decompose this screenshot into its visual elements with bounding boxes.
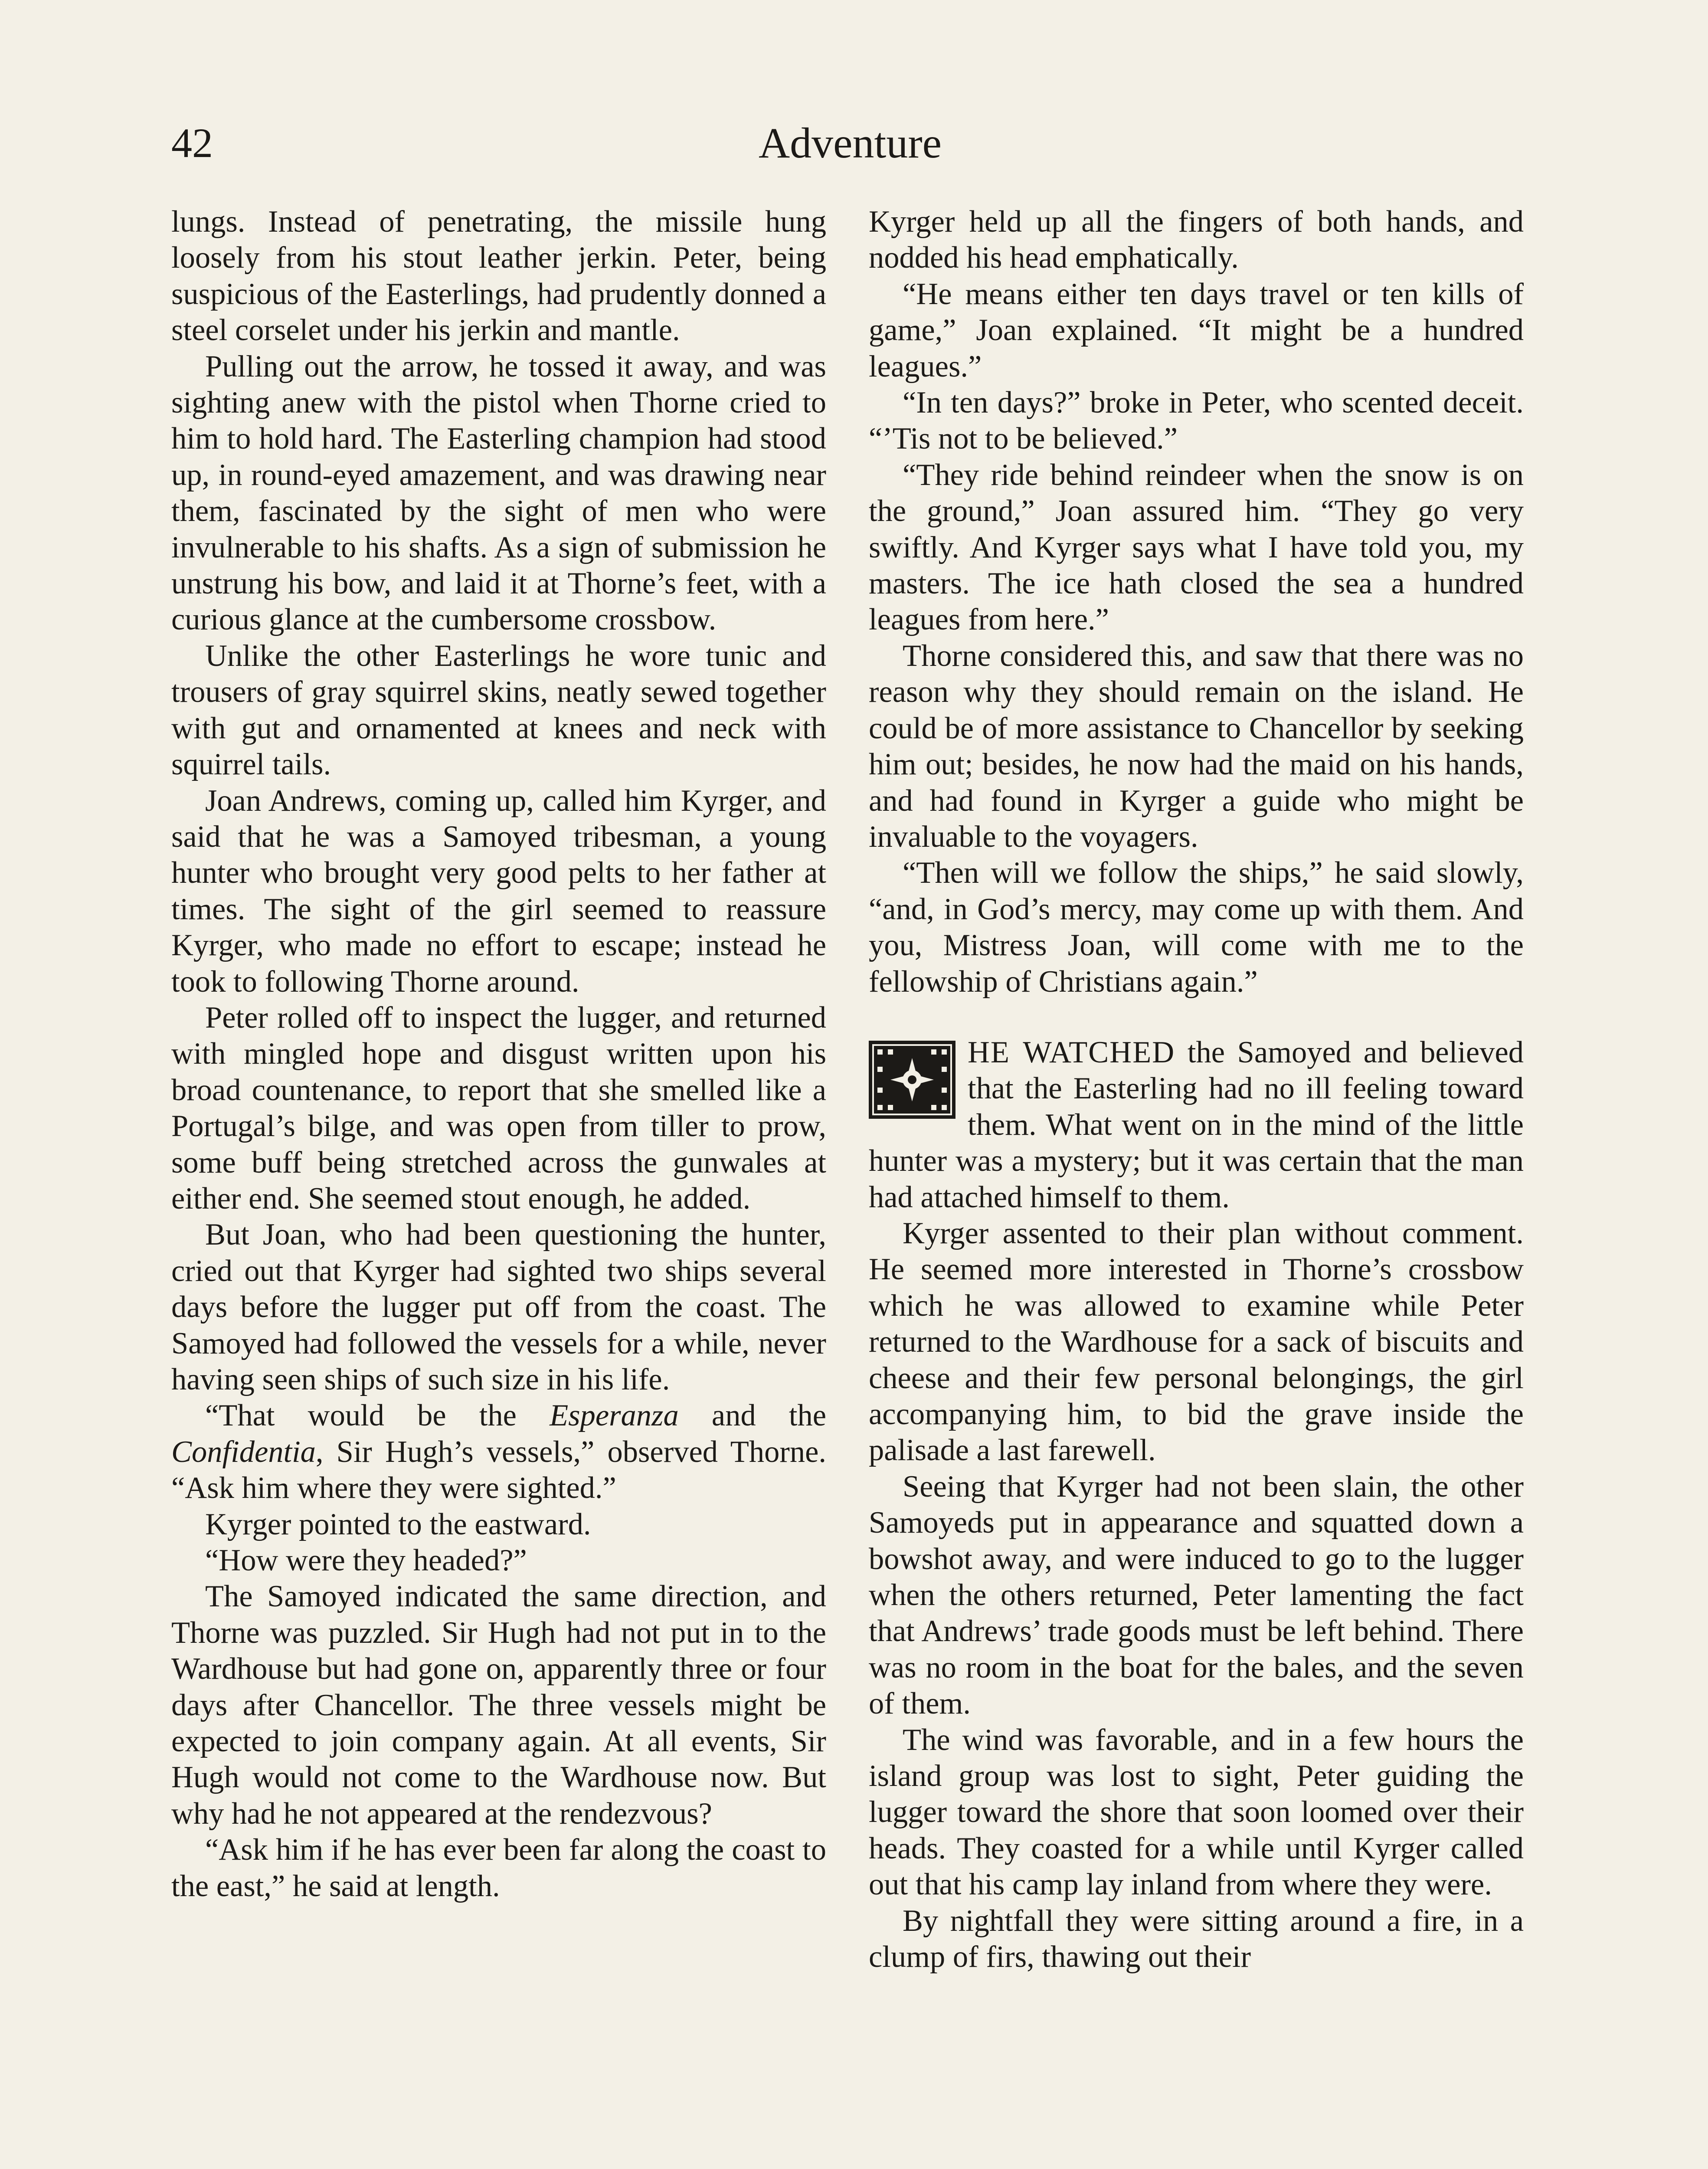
paragraph (171, 1398, 826, 1506)
ship-name: Esperanza (550, 1399, 679, 1433)
paragraph: Thorne considered this, and saw that there was no reason why they should remain on the island. He could be of more assistance to Chancellor by seeking him out; besides, he now had the maid on his hands, and had found in Kyrger a guide who might be invaluable to the voyagers. (869, 639, 1524, 854)
paragraph: Seeing that Kyrger had not been slain, the other Samoyeds put in appearance and squatted down a bowshot away, and were induced to go to the lugger when the others returned, Peter lamenting the fact that Andrews’ trade goods must be left behind. There was no room in the boat for the bales, and the seven of them. (869, 1469, 1524, 1721)
page-header (171, 117, 1529, 178)
paragraph: “He means either ten days travel or ten kills of game,” Joan explained. “It might be a hundred leagues.” (869, 277, 1524, 383)
paragraph: “How were they headed?” (205, 1543, 527, 1578)
page-number: 42 (171, 120, 213, 166)
paragraph: “In ten days?” broke in Peter, who scented deceit. “’Tis not to be believed.” (869, 386, 1524, 456)
running-head-title: Adventure (758, 119, 942, 167)
paragraph: Kyrger assented to their plan without comment. He seemed more interested in Thorne’s crossbow which he was allowed to examine while Peter returned to the Wardhouse for a sack of biscuits and cheese and their few personal belongings, the girl accompanying him, to bid the grave inside the palisade a last farewell. (869, 1216, 1524, 1468)
paragraph: Pulling out the arrow, he tossed it away, and was sighting anew with the pistol when Thorne cried to him to hold hard. The Easterling champion had stood up, in round-eyed amazement, and was drawing near them, fascinated by the sight of men who were invulnerable to his shafts. As a sign of submission he unstrung his bow, and laid it at Thorne’s feet, with a curious glance at the cumbersome crossbow. (171, 349, 826, 637)
ornament-icon (869, 1041, 955, 1119)
paragraph: The wind was favorable, and in a few hours the island group was lost to sight, Peter guiding the lugger toward the shore that soon loomed over their heads. They coasted for a while until Kyrger called out that his camp lay inland from where they were. (869, 1723, 1524, 1902)
paragraph: lungs. Instead of penetrating, the missile hung loosely from his stout leather jerkin. Peter, being suspicious of the Easterlings, had prudently donned a steel corselet under his jerkin and mantle. (171, 205, 826, 347)
lead-in-caps: HE WATCHED (968, 1035, 1175, 1069)
paragraph-with-drop-cap (869, 1035, 1524, 1216)
right-column (869, 204, 1524, 1976)
text-run: , Sir Hugh’s vessels,” observed Thorne. “Ask him where they were sighted.” (171, 1435, 826, 1505)
text-run: and the (678, 1399, 827, 1433)
paragraph: By nightfall they were sitting around a fire, in a clump of firs, thawing out their (869, 1904, 1524, 1974)
paragraph: Joan Andrews, coming up, called him Kyrger, and said that he was a Samoyed tribesman, a young hunter who brought very good pelts to her father at times. The sight of the girl seemed to reassure Kyrger, who made no effort to escape; instead he took to following Thorne around. (171, 783, 826, 999)
ship-name: Confidentia (171, 1435, 316, 1469)
paragraph: Unlike the other Easterlings he wore tunic and trousers of gray squirrel skins, neatly sewed together with gut and ornamented at knees and neck with squirrel tails. (171, 639, 826, 782)
text-run: “That would be the (205, 1399, 550, 1433)
paragraph: Kyrger held up all the fingers of both hands, and nodded his head emphatically. (869, 205, 1524, 275)
paragraph: Peter rolled off to inspect the lugger, and returned with mingled hope and disgust written upon his broad countenance, to report that she smelled like a Portugal’s bilge, and was open from tiller to prow, some buff being stretched across the gunwales at either end. She seemed stout enough, he added. (171, 1000, 826, 1216)
paragraph: “Then will we follow the ships,” he said slowly, “and, in God’s mercy, may come up with them. And you, Mistress Joan, will come with me to the fellowship of Christians again.” (869, 856, 1524, 999)
paragraph: The Samoyed indicated the same direction, and Thorne was puzzled. Sir Hugh had not put in to the Wardhouse but had gone on, apparently three or four days after Chancellor. The three vessels might be expected to join company again. At all events, Sir Hugh would not come to the Wardhouse now. But why had he not appeared at the rendezvous? (171, 1579, 826, 1831)
paragraph: Kyrger pointed to the eastward. (205, 1507, 591, 1541)
left-column (171, 204, 826, 1904)
paragraph: “They ride behind reindeer when the snow is on the ground,” Joan assured him. “They go very swiftly. And Kyrger says what I have told you, my masters. The ice hath closed the sea a hundred leagues from here.” (869, 458, 1524, 637)
paragraph: “Ask him if he has ever been far along the coast to the east,” he said at length. (171, 1833, 826, 1903)
text-run: the Samoyed and believed that the Easterling had no ill feeling toward them. What went on in the mind of the little hunter was a mystery; but it was certain that the man had attached himself to them. (869, 1035, 1524, 1214)
paragraph: But Joan, who had been questioning the hunter, cried out that Kyrger had sighted two ships several days before the lugger put off from the coast. The Samoyed had followed the vessels for a while, never having seen ships of such size in his life. (171, 1218, 826, 1396)
decorative-drop-cap (869, 1041, 955, 1119)
